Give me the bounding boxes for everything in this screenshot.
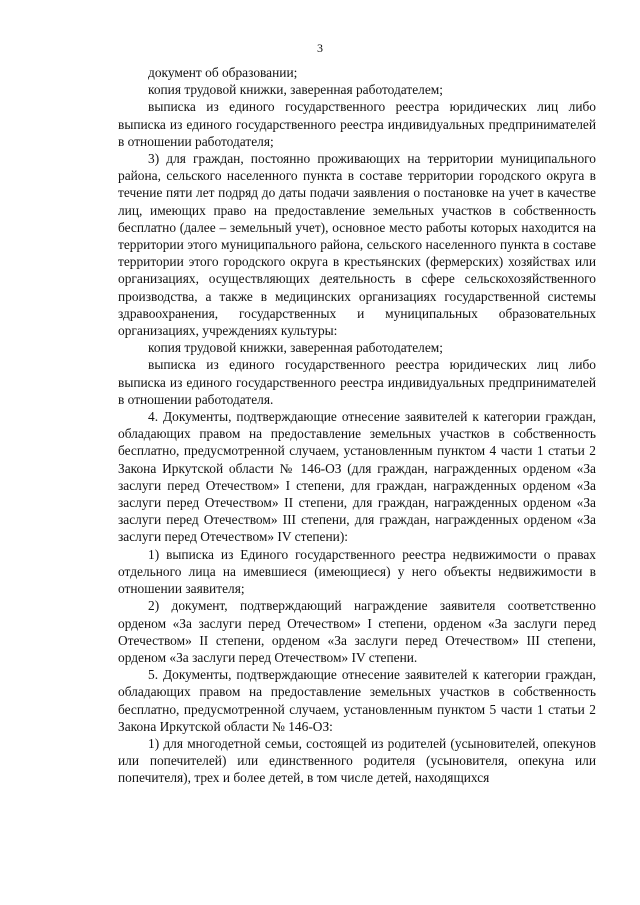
paragraph-section-5: 5. Документы, подтверждающие отнесение заявителей к категории граждан, обладающих правом на предоставление земельных участков в собственность бесплатно, предусмотренной случаем, установленным пунктом 5 части 1 статьи 2 Закона Иркутской области № 146-ОЗ: bbox=[118, 667, 596, 734]
paragraph-section-4-item-1: 1) выписка из Единого государственного реестра недвижимости о правах отдельного лица на имевшиеся (имеющиеся) у него объекты недвижимости в отношении заявителя; bbox=[118, 546, 596, 597]
paragraph-section-5-item-1: 1) для многодетной семьи, состоящей из родителей (усыновителей, опекунов или попечителей) или единственного родителя (усыновителя, опекуна или попечителя), трех и более детей, в том числе детей, находящихся bbox=[118, 735, 596, 786]
paragraph-education-document: документ об образовании; bbox=[148, 65, 298, 80]
document-body bbox=[118, 64, 596, 787]
paragraph-work-record-copy-2: копия трудовой книжки, заверенная работодателем; bbox=[148, 340, 443, 356]
paragraph-item-3-rural-residents: 3) для граждан, постоянно проживающих на территории муниципального района, сельского населенного пункта в составе территории городского округа в течение пяти лет подряд до даты подачи заявления о постановке на учет в качестве лиц, имеющих право на предоставление земельных участков в собственность бесплатно (далее – земельный учет), основное место работы которых находится на территории этого муниципального района, сельского населенного пункта в составе территории этого городского округа в крестьянских (фермерских) хозяйствах или организациях, осуществляющих деятельность в сфере сельскохозяйственного производства, а также в медицинских организациях государственной системы здравоохранения, государственных и муниципальных образовательных организациях, учреждениях культуры: bbox=[118, 151, 596, 339]
page-number: 3 bbox=[317, 41, 323, 55]
paragraph-section-4: 4. Документы, подтверждающие отнесение заявителей к категории граждан, обладающих правом на предоставление земельных участков в собственность бесплатно, предусмотренной случаем, установленным пунктом 4 части 1 статьи 2 Закона Иркутской области № 146-ОЗ (для граждан, награжденных орденом «За заслуги перед Отечеством» I степени, для граждан, награжденных орденом «За заслуги перед Отечеством» II степени, для граждан, награжденных орденом «За заслуги перед Отечеством» III степени, для граждан, награжденных орденом «За заслуги перед Отечеством» IV степени): bbox=[118, 409, 596, 545]
paragraph-registry-extract: выписка из единого государственного реестра юридических лиц либо выписка из единого государственного реестра индивидуальных предпринимателей в отношении работодателя; bbox=[118, 99, 596, 149]
paragraph-section-4-item-2: 2) документ, подтверждающий награждение заявителя соответственно орденом «За заслуги перед Отечеством» I степени, орденом «За заслуги перед Отечеством» II степени, орденом «За заслуги перед Отечеством» III степени, орденом «За заслуги перед Отечеством» IV степени. bbox=[118, 598, 596, 665]
paragraph-work-record-copy: копия трудовой книжки, заверенная работодателем; bbox=[148, 82, 443, 98]
paragraph-registry-extract-2: выписка из единого государственного реестра юридических лиц либо выписка из единого государственного реестра индивидуальных предпринимателей в отношении работодателя. bbox=[118, 357, 596, 407]
